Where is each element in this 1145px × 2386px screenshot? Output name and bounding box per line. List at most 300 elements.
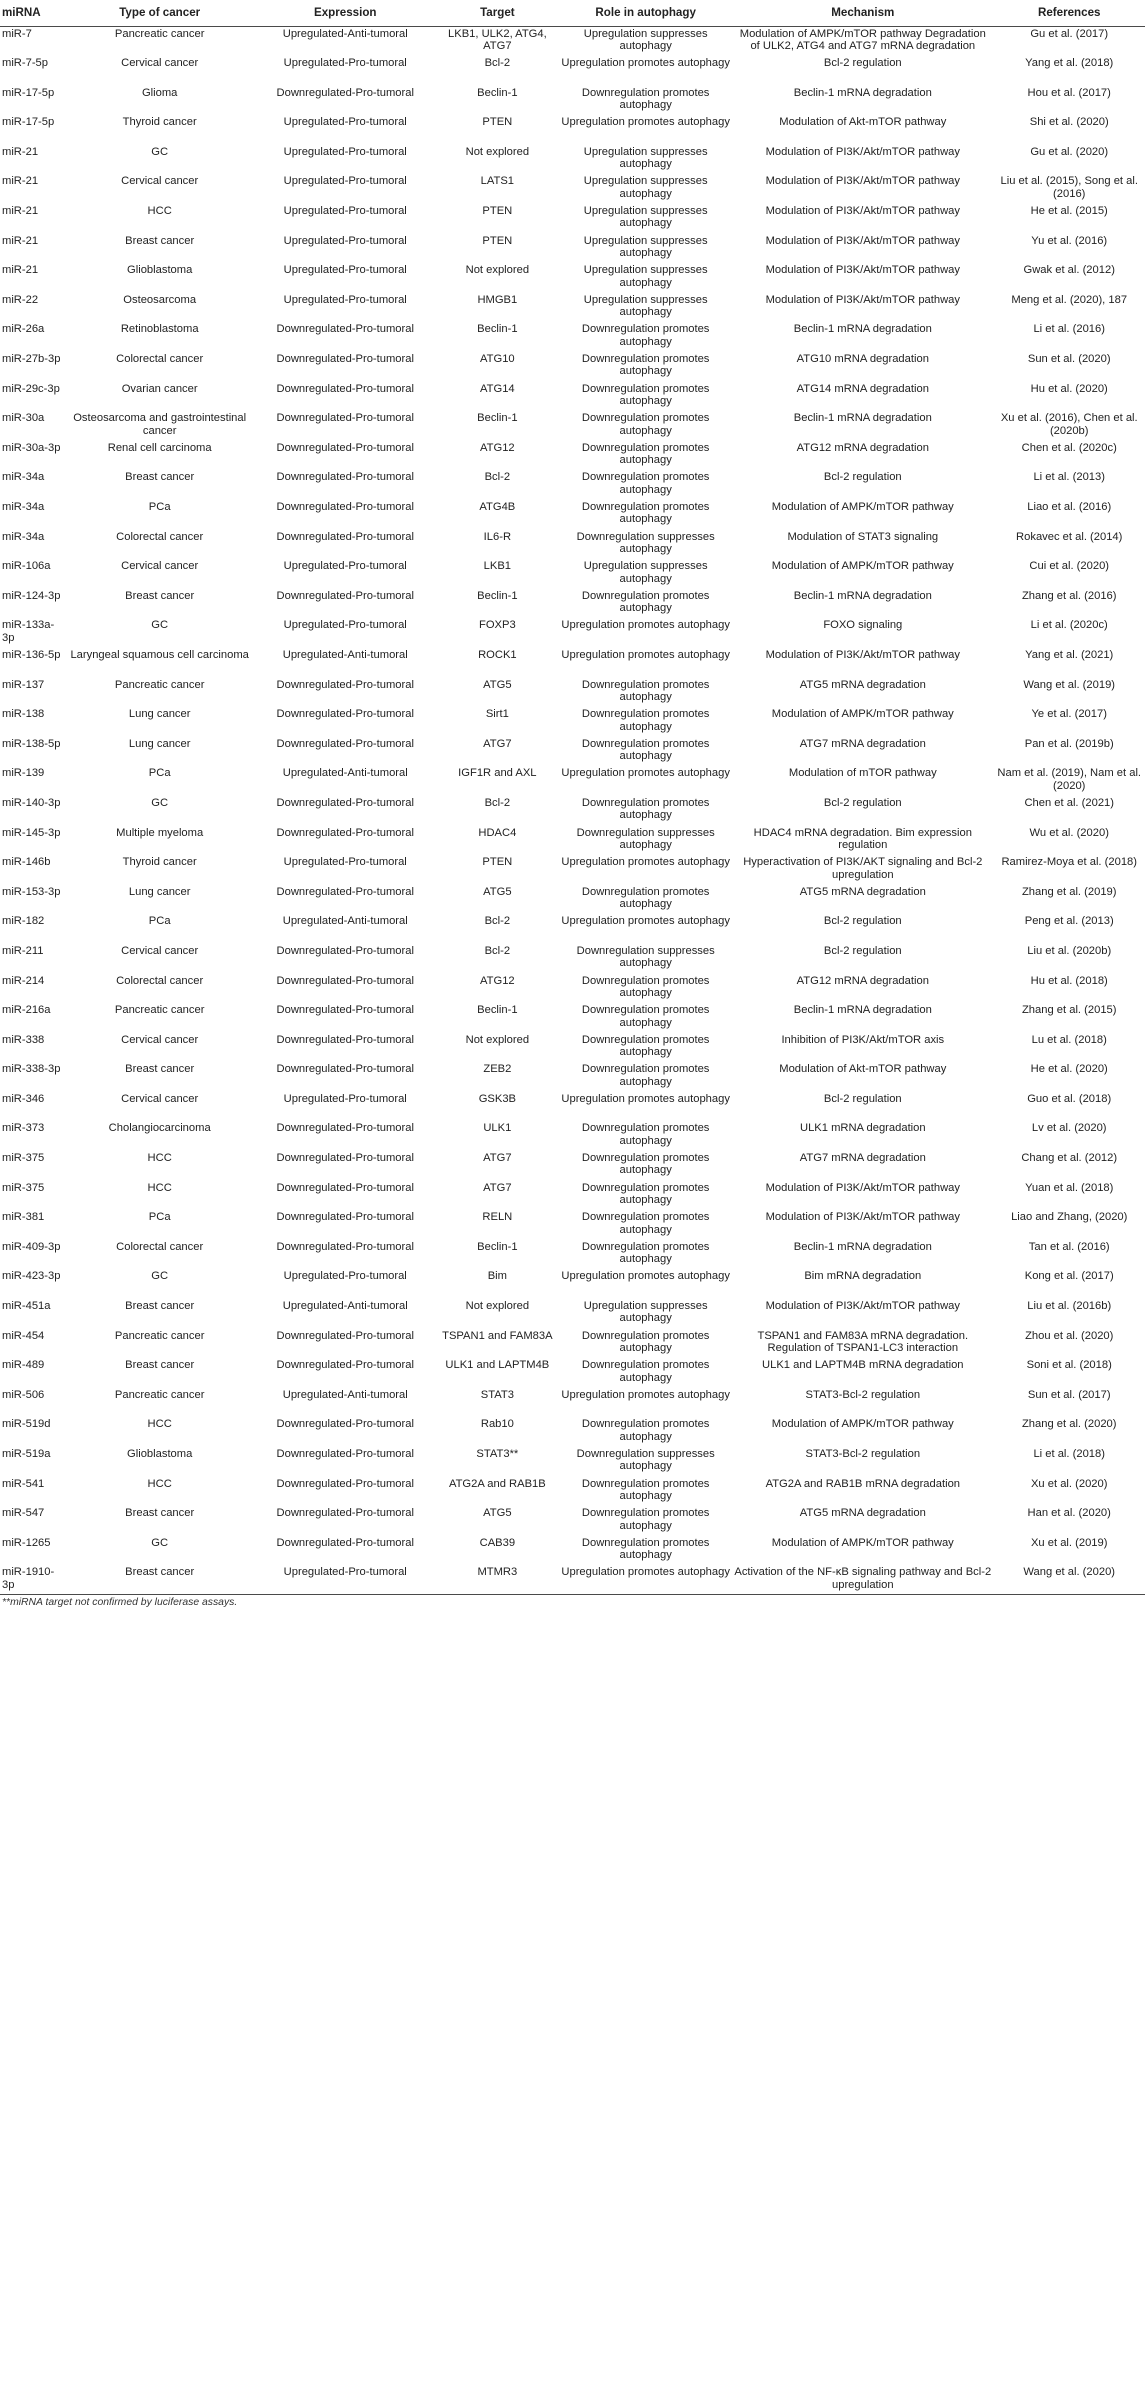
cell-target: PTEN xyxy=(482,116,513,129)
cell-references: Nam et al. (2019), Nam et al. (2020) xyxy=(997,767,1142,792)
cell-references: Liu et al. (2016b) xyxy=(1027,1300,1112,1313)
cell-target: LATS1 xyxy=(480,175,515,188)
cell-mirna: miR-146b xyxy=(2,856,51,869)
cell-references: Cui et al. (2020) xyxy=(1029,560,1110,573)
cell-cancer-type: Osteosarcoma and gastrointestinal cancer xyxy=(73,412,247,437)
cell-mechanism: ULK1 mRNA degradation xyxy=(799,1122,926,1135)
cell-role: Upregulation suppresses autophagy xyxy=(583,264,708,289)
cell-cancer-type: Multiple myeloma xyxy=(116,826,204,839)
cell-target: MTMR3 xyxy=(436,1565,560,1595)
cell-mechanism: Bcl-2 regulation xyxy=(823,796,902,809)
cell-cancer-type: Glioma xyxy=(141,86,178,99)
cell-cancer-type: Pancreatic cancer xyxy=(114,1329,205,1342)
cell-target: LKB1 xyxy=(483,560,512,573)
cell-mechanism: ATG12 mRNA degradation xyxy=(796,441,929,454)
cell-cancer-type: Glioblastoma xyxy=(127,1448,193,1460)
cell-mirna: miR-21 xyxy=(2,145,39,158)
table-row xyxy=(0,707,1145,737)
cell-target: ATG10 xyxy=(480,353,515,366)
cell-mirna: miR-1910-3p xyxy=(0,1565,64,1595)
cell-expression: Upregulated-Anti-tumoral xyxy=(282,1388,408,1401)
cell-role: Downregulation promotes autophagy xyxy=(581,1181,710,1207)
cell-mirna: miR-138-5p xyxy=(2,737,61,750)
cell-mirna: miR-381 xyxy=(2,1211,45,1224)
cell-cancer-type: PCa xyxy=(148,915,171,928)
cell-references: Meng et al. (2020), 187 xyxy=(1011,293,1128,306)
cell-expression: Downregulated-Pro-tumoral xyxy=(276,885,414,898)
table-row xyxy=(0,530,1145,560)
table-row xyxy=(0,500,1145,530)
cell-cancer-type: Colorectal cancer xyxy=(116,974,204,987)
cell-expression: Downregulated-Pro-tumoral xyxy=(276,471,414,484)
cell-cancer-type: HCC xyxy=(147,1152,172,1165)
table-row xyxy=(0,974,1145,1004)
cell-references: Sun et al. (2017) xyxy=(1027,1388,1111,1401)
cell-cancer-type: Breast cancer xyxy=(125,1063,195,1076)
cell-expression: Upregulated-Pro-tumoral xyxy=(283,293,407,306)
cell-target: IGF1R and AXL xyxy=(458,767,537,780)
cell-references: Li et al. (2016) xyxy=(1033,323,1105,336)
cell-target: Beclin-1 xyxy=(477,323,518,336)
cell-mirna: miR-519d xyxy=(2,1418,51,1431)
cell-references: Li et al. (2013) xyxy=(1033,471,1105,484)
cell-target: ATG5 xyxy=(483,678,512,691)
cell-mirna: miR-1265 xyxy=(2,1536,51,1549)
cell-role: Upregulation suppresses autophagy xyxy=(583,293,708,319)
cell-target: ATG7 xyxy=(483,737,512,750)
cell-mirna: miR-139 xyxy=(2,767,45,780)
table-row xyxy=(0,1269,1145,1299)
cell-expression: Downregulated-Pro-tumoral xyxy=(276,1329,414,1342)
header-cancer-type: Type of cancer xyxy=(64,0,255,27)
cell-cancer-type: Pancreatic cancer xyxy=(114,28,205,40)
cell-role: Downregulation promotes autophagy xyxy=(581,974,710,999)
cell-target: ATG14 xyxy=(480,382,515,395)
table-row xyxy=(0,441,1145,471)
cell-expression: Downregulated-Pro-tumoral xyxy=(276,737,414,750)
cell-expression: Downregulated-Pro-tumoral xyxy=(276,501,414,513)
table-row xyxy=(0,1506,1145,1536)
cell-cancer-type: PCa xyxy=(148,767,171,780)
cell-mirna: miR-26a xyxy=(2,323,45,336)
cell-references: Wang et al. (2020) xyxy=(993,1565,1145,1595)
cell-role: Downregulation promotes autophagy xyxy=(581,323,710,348)
cell-role: Upregulation promotes autophagy xyxy=(561,619,730,632)
cell-role: Downregulation promotes autophagy xyxy=(581,501,710,526)
cell-references: Li et al. (2018) xyxy=(1033,1448,1105,1460)
cell-references: Guo et al. (2018) xyxy=(1027,1092,1112,1105)
cell-cancer-type: Osteosarcoma xyxy=(123,293,197,306)
cell-cancer-type: Cervical cancer xyxy=(121,944,199,957)
cell-cancer-type: Glioblastoma xyxy=(127,264,193,277)
cell-cancer-type: HCC xyxy=(147,1418,172,1431)
cell-target: Sirt1 xyxy=(485,708,509,721)
cell-expression: Downregulated-Pro-tumoral xyxy=(276,1152,414,1165)
cell-role: Downregulation promotes autophagy xyxy=(581,1152,710,1177)
cell-cancer-type: GC xyxy=(151,796,169,809)
cell-mechanism: ATG5 mRNA degradation xyxy=(799,885,926,898)
cell-mirna: miR-211 xyxy=(2,944,44,957)
cell-target: RELN xyxy=(482,1211,513,1224)
cell-mechanism: Modulation of Akt-mTOR pathway xyxy=(779,116,947,129)
cell-role: Downregulation suppresses autophagy xyxy=(576,826,715,851)
cell-mechanism: Inhibition of PI3K/Akt/mTOR axis xyxy=(781,1033,945,1046)
table-row xyxy=(0,322,1145,352)
cell-target: ATG7 xyxy=(483,1152,512,1165)
cell-references: Zhang et al. (2016) xyxy=(1021,589,1117,602)
cell-role: Downregulation promotes autophagy xyxy=(581,1240,710,1266)
cell-role: Downregulation promotes autophagy xyxy=(581,412,710,437)
cell-mechanism: Beclin-1 mRNA degradation xyxy=(793,412,932,425)
cell-mirna: miR-17-5p xyxy=(2,116,55,129)
cell-mechanism: ATG14 mRNA degradation xyxy=(796,382,929,395)
cell-references: Xu et al. (2019) xyxy=(1030,1536,1108,1549)
cell-mirna: miR-17-5p xyxy=(2,86,55,99)
cell-expression: Upregulated-Pro-tumoral xyxy=(283,205,407,218)
cell-references: He et al. (2015) xyxy=(1030,205,1108,218)
cell-mirna: miR-338-3p xyxy=(2,1063,61,1076)
cell-expression: Upregulated-Pro-tumoral xyxy=(283,175,407,188)
table-row xyxy=(0,27,1145,57)
cell-references: Gu et al. (2017) xyxy=(1030,28,1109,40)
table-row xyxy=(0,648,1145,678)
cell-references: Xu et al. (2020) xyxy=(1030,1477,1108,1490)
table-row xyxy=(0,618,1145,648)
cell-role: Downregulation promotes autophagy xyxy=(581,885,710,911)
cell-mirna: miR-30a-3p xyxy=(2,441,61,454)
cell-mechanism: Modulation of PI3K/Akt/mTOR pathway xyxy=(765,293,960,306)
cell-mechanism: TSPAN1 and FAM83A mRNA degradation. Regulation of TSPAN1-LC3 interaction xyxy=(757,1329,969,1355)
table-row xyxy=(0,1447,1145,1477)
cell-expression: Downregulated-Pro-tumoral xyxy=(276,1448,414,1460)
cell-references: Yuan et al. (2018) xyxy=(1025,1181,1114,1194)
cell-mirna: miR-137 xyxy=(2,678,45,691)
cell-role: Downregulation promotes autophagy xyxy=(581,589,710,615)
cell-expression: Downregulated-Pro-tumoral xyxy=(276,1122,414,1135)
cell-mechanism: ULK1 and LAPTM4B mRNA degradation xyxy=(762,1359,964,1372)
cell-target: ATG2A and RAB1B xyxy=(448,1477,546,1490)
cell-target: LKB1, ULK2, ATG4, ATG7 xyxy=(448,28,547,53)
cell-references: Ramirez-Moya et al. (2018) xyxy=(1001,856,1137,869)
table-row xyxy=(0,1121,1145,1151)
cell-mechanism: Modulation of mTOR pathway xyxy=(788,767,937,780)
cell-role: Downregulation promotes autophagy xyxy=(581,86,710,112)
cell-role: Downregulation promotes autophagy xyxy=(581,737,710,763)
cell-mirna: miR-21 xyxy=(2,175,39,188)
cell-cancer-type: Renal cell carcinoma xyxy=(107,441,212,454)
cell-expression: Upregulated-Pro-tumoral xyxy=(283,145,407,158)
cell-mirna: miR-140-3p xyxy=(2,796,61,809)
cell-role: Downregulation promotes autophagy xyxy=(581,1329,710,1355)
cell-references: Gwak et al. (2012) xyxy=(1023,264,1115,277)
table-row xyxy=(0,1388,1145,1418)
header-expression: Expression xyxy=(255,0,436,27)
cell-expression: Downregulated-Pro-tumoral xyxy=(276,944,414,957)
cell-role: Downregulation promotes autophagy xyxy=(581,1359,710,1384)
cell-mechanism: Modulation of STAT3 signaling xyxy=(787,530,939,543)
cell-role: Upregulation promotes autophagy xyxy=(561,116,730,129)
cell-role: Upregulation promotes autophagy xyxy=(561,1388,730,1401)
cell-cancer-type: Lung cancer xyxy=(128,885,191,898)
cell-role: Downregulation promotes autophagy xyxy=(581,1536,710,1562)
cell-mechanism: Beclin-1 mRNA degradation xyxy=(793,1004,932,1017)
cell-references: Yang et al. (2021) xyxy=(1025,648,1114,661)
cell-role: Upregulation suppresses autophagy xyxy=(583,205,708,230)
cell-mirna: miR-541 xyxy=(2,1477,45,1490)
cell-target: STAT3 xyxy=(480,1388,514,1401)
table-row xyxy=(0,174,1145,204)
cell-mechanism: Beclin-1 mRNA degradation xyxy=(793,86,932,99)
cell-mechanism: ATG2A and RAB1B mRNA degradation xyxy=(765,1477,961,1490)
table-row xyxy=(0,1240,1145,1270)
cell-role: Upregulation suppresses autophagy xyxy=(583,28,708,53)
cell-target: Not explored xyxy=(465,1300,530,1313)
cell-expression: Downregulated-Pro-tumoral xyxy=(276,589,414,602)
cell-mechanism: ATG7 mRNA degradation xyxy=(799,737,926,750)
cell-expression: Downregulated-Pro-tumoral xyxy=(276,1004,414,1017)
cell-target: TSPAN1 and FAM83A xyxy=(442,1329,553,1342)
cell-target: Bcl-2 xyxy=(484,796,511,809)
cell-expression: Downregulated-Pro-tumoral xyxy=(276,1211,414,1224)
cell-mirna: miR-346 xyxy=(2,1092,45,1105)
cell-cancer-type: HCC xyxy=(147,205,172,218)
cell-expression: Downregulated-Pro-tumoral xyxy=(276,441,414,454)
table-row xyxy=(0,263,1145,293)
cell-role: Downregulation promotes autophagy xyxy=(581,353,710,378)
cell-references: Wang et al. (2019) xyxy=(1023,678,1116,691)
cell-role: Upregulation promotes autophagy xyxy=(561,856,730,869)
cell-references: Li et al. (2020c) xyxy=(1030,619,1108,632)
cell-target: Rab10 xyxy=(480,1418,514,1431)
cell-mirna: miR-136-5p xyxy=(2,648,61,661)
cell-role: Downregulation promotes autophagy xyxy=(581,678,710,703)
cell-target: ZEB2 xyxy=(483,1063,512,1076)
cell-mechanism: Modulation of PI3K/Akt/mTOR pathway xyxy=(765,1211,960,1224)
cell-mechanism: Bim mRNA degradation xyxy=(804,1270,922,1283)
table-row xyxy=(0,885,1145,915)
table-row xyxy=(0,1477,1145,1507)
table-row xyxy=(0,1210,1145,1240)
table-row xyxy=(0,1536,1145,1566)
cell-target: GSK3B xyxy=(478,1092,516,1105)
cell-target: HDAC4 xyxy=(478,826,517,839)
table-row xyxy=(0,382,1145,412)
cell-cancer-type: Cervical cancer xyxy=(121,175,199,188)
cell-expression: Upregulated-Pro-tumoral xyxy=(283,856,407,869)
cell-expression: Downregulated-Pro-tumoral xyxy=(276,323,414,336)
cell-cancer-type: HCC xyxy=(147,1181,172,1194)
table-row xyxy=(0,1003,1145,1033)
cell-references: Chang et al. (2012) xyxy=(1021,1152,1118,1165)
cell-target: Bcl-2 xyxy=(484,915,511,928)
cell-references: Pan et al. (2019b) xyxy=(1024,737,1114,750)
table-row xyxy=(0,1299,1145,1329)
cell-expression: Downregulated-Pro-tumoral xyxy=(276,974,414,987)
cell-cancer-type: Cholangiocarcinoma xyxy=(108,1122,211,1135)
table-row xyxy=(0,678,1145,708)
cell-expression: Downregulated-Pro-tumoral xyxy=(276,678,414,691)
table-row xyxy=(0,86,1145,116)
cell-mirna: miR-34a xyxy=(2,501,45,513)
cell-mirna: miR-153-3p xyxy=(2,885,61,898)
table-row xyxy=(0,1565,1145,1595)
cell-target: Not explored xyxy=(465,145,530,158)
table-row xyxy=(0,1062,1145,1092)
cell-mechanism: Bcl-2 regulation xyxy=(823,915,902,928)
cell-mirna: miR-454 xyxy=(2,1329,45,1342)
table-row xyxy=(0,470,1145,500)
cell-mirna: miR-7-5p xyxy=(2,57,49,70)
table-row xyxy=(0,559,1145,589)
cell-mirna: miR-29c-3p xyxy=(2,382,60,395)
cell-expression: Upregulated-Pro-tumoral xyxy=(283,264,407,277)
cell-references: Sun et al. (2020) xyxy=(1027,353,1111,366)
cell-mechanism: Modulation of PI3K/Akt/mTOR pathway xyxy=(765,234,960,247)
cell-expression: Downregulated-Pro-tumoral xyxy=(276,353,414,366)
cell-cancer-type: Pancreatic cancer xyxy=(114,1004,205,1017)
cell-references: Lu et al. (2018) xyxy=(1031,1033,1107,1046)
cell-expression: Downregulated-Pro-tumoral xyxy=(276,1477,414,1490)
cell-role: Downregulation promotes autophagy xyxy=(581,796,710,822)
cell-mechanism: Hyperactivation of PI3K/AKT signaling and Bcl-2 upregulation xyxy=(743,856,983,881)
cell-mechanism: Beclin-1 mRNA degradation xyxy=(793,589,932,602)
cell-target: ATG12 xyxy=(480,974,515,987)
cell-mechanism: Modulation of AMPK/mTOR pathway xyxy=(771,1418,954,1431)
cell-cancer-type: Colorectal cancer xyxy=(116,1240,204,1253)
cell-expression: Downregulated-Pro-tumoral xyxy=(276,382,414,395)
cell-cancer-type: HCC xyxy=(147,1477,172,1490)
cell-target: ATG7 xyxy=(483,1181,512,1194)
cell-mechanism: ATG12 mRNA degradation xyxy=(796,974,929,987)
cell-references: Hu et al. (2018) xyxy=(1030,974,1108,987)
table-body xyxy=(0,27,1145,1595)
cell-references: Ye et al. (2017) xyxy=(1031,708,1107,721)
cell-role: Downregulation promotes autophagy xyxy=(581,1004,710,1029)
cell-cancer-type: Breast cancer xyxy=(125,1359,195,1372)
cell-cancer-type: GC xyxy=(151,145,169,158)
cell-references: Hou et al. (2017) xyxy=(1027,86,1111,99)
cell-target: ATG5 xyxy=(483,1507,512,1520)
table-row xyxy=(0,1151,1145,1181)
cell-mechanism: Bcl-2 regulation xyxy=(823,1092,902,1105)
cell-expression: Downregulated-Pro-tumoral xyxy=(276,86,414,99)
cell-mechanism: FOXO signaling xyxy=(823,619,903,632)
header-role: Role in autophagy xyxy=(559,0,732,27)
cell-expression: Downregulated-Pro-tumoral xyxy=(276,530,414,543)
cell-mechanism: Bcl-2 regulation xyxy=(823,944,902,957)
cell-expression: Downregulated-Pro-tumoral xyxy=(276,1240,414,1253)
cell-role: Upregulation promotes autophagy xyxy=(561,57,730,70)
cell-expression: Upregulated-Anti-tumoral xyxy=(282,1300,408,1313)
header-references: References xyxy=(993,0,1145,27)
cell-expression: Upregulated-Anti-tumoral xyxy=(282,767,408,780)
cell-mirna: miR-519a xyxy=(2,1448,51,1460)
cell-references: Xu et al. (2016), Chen et al. (2020b) xyxy=(1000,412,1138,437)
cell-target: ATG5 xyxy=(483,885,512,898)
cell-cancer-type: Laryngeal squamous cell carcinoma xyxy=(70,648,249,661)
table-row xyxy=(0,352,1145,382)
cell-cancer-type: Breast cancer xyxy=(125,589,195,602)
cell-role: Upregulation promotes autophagy xyxy=(561,915,730,928)
table-row xyxy=(0,234,1145,264)
cell-mirna: miR-34a xyxy=(2,530,45,543)
cell-role: Downregulation promotes autophagy xyxy=(581,1122,710,1147)
cell-references: Rokavec et al. (2014) xyxy=(1016,530,1123,543)
cell-mirna: miR-373 xyxy=(2,1122,45,1135)
cell-target: Not explored xyxy=(465,264,530,277)
cell-mechanism: Bcl-2 regulation xyxy=(823,471,902,484)
table-row xyxy=(0,737,1145,767)
cell-role: Downregulation promotes autophagy xyxy=(581,471,710,496)
cell-cancer-type: Thyroid cancer xyxy=(122,856,197,869)
cell-expression: Downregulated-Pro-tumoral xyxy=(276,1536,414,1549)
cell-role: Downregulation suppresses autophagy xyxy=(576,1448,715,1473)
cell-cancer-type: Cervical cancer xyxy=(121,57,199,70)
cell-references: Yu et al. (2016) xyxy=(1031,234,1108,247)
cell-role: Upregulation promotes autophagy xyxy=(561,1270,730,1283)
cell-mirna: miR-7 xyxy=(2,28,32,40)
cell-mirna: miR-375 xyxy=(2,1152,45,1165)
cell-mechanism: Modulation of PI3K/Akt/mTOR pathway xyxy=(765,1300,960,1313)
cell-role: Downregulation promotes autophagy xyxy=(581,382,710,408)
cell-references: Liu et al. (2020b) xyxy=(1027,944,1112,957)
cell-references: He et al. (2020) xyxy=(1030,1063,1108,1076)
cell-references: Tan et al. (2016) xyxy=(1028,1240,1110,1253)
table-row xyxy=(0,855,1145,885)
cell-references: Peng et al. (2013) xyxy=(1024,915,1114,928)
cell-target: ATG12 xyxy=(480,441,515,454)
cell-mechanism: STAT3-Bcl-2 regulation xyxy=(805,1388,921,1401)
cell-mechanism: Bcl-2 regulation xyxy=(823,57,902,70)
cell-expression: Upregulated-Pro-tumoral xyxy=(283,116,407,129)
cell-mirna: miR-409-3p xyxy=(2,1240,61,1253)
cell-mechanism: Modulation of PI3K/Akt/mTOR pathway xyxy=(765,648,960,661)
cell-references: Yang et al. (2018) xyxy=(1025,57,1114,70)
cell-role: Downregulation promotes autophagy xyxy=(581,1211,710,1236)
cell-mirna: miR-547 xyxy=(2,1507,45,1520)
cell-cancer-type: PCa xyxy=(148,501,171,513)
cell-expression: Downregulated-Pro-tumoral xyxy=(276,1507,414,1520)
table-row xyxy=(0,56,1145,86)
table-row xyxy=(0,796,1145,826)
cell-role: Downregulation promotes autophagy xyxy=(581,1033,710,1059)
header-mirna: miRNA xyxy=(0,0,64,27)
cell-expression: Upregulated-Pro-tumoral xyxy=(283,1270,407,1283)
cell-mirna: miR-423-3p xyxy=(2,1270,61,1283)
cell-references: Kong et al. (2017) xyxy=(1024,1270,1114,1283)
cell-expression: Upregulated-Anti-tumoral xyxy=(282,915,408,928)
cell-mechanism: Modulation of PI3K/Akt/mTOR pathway xyxy=(765,175,960,188)
cell-mirna: miR-21 xyxy=(2,205,39,218)
cell-role: Upregulation suppresses autophagy xyxy=(583,1300,708,1325)
cell-cancer-type: Breast cancer xyxy=(125,471,195,484)
cell-target: ULK1 xyxy=(483,1122,512,1135)
table-row xyxy=(0,914,1145,944)
cell-expression: Downregulated-Pro-tumoral xyxy=(276,708,414,721)
header-target: Target xyxy=(436,0,560,27)
cell-target: STAT3** xyxy=(476,1448,519,1460)
cell-mechanism: Modulation of AMPK/mTOR pathway xyxy=(771,501,954,513)
cell-mechanism: Beclin-1 mRNA degradation xyxy=(793,1240,932,1253)
table-row xyxy=(0,826,1145,856)
cell-target: ULK1 and LAPTM4B xyxy=(445,1359,550,1372)
cell-mirna: miR-182 xyxy=(2,915,45,928)
cell-mirna: miR-375 xyxy=(2,1181,45,1194)
cell-expression: Upregulated-Pro-tumoral xyxy=(283,234,407,247)
cell-mechanism: ATG5 mRNA degradation xyxy=(799,1507,926,1520)
cell-expression: Downregulated-Pro-tumoral xyxy=(276,1063,414,1076)
cell-expression: Upregulated-Pro-tumoral xyxy=(283,560,407,573)
